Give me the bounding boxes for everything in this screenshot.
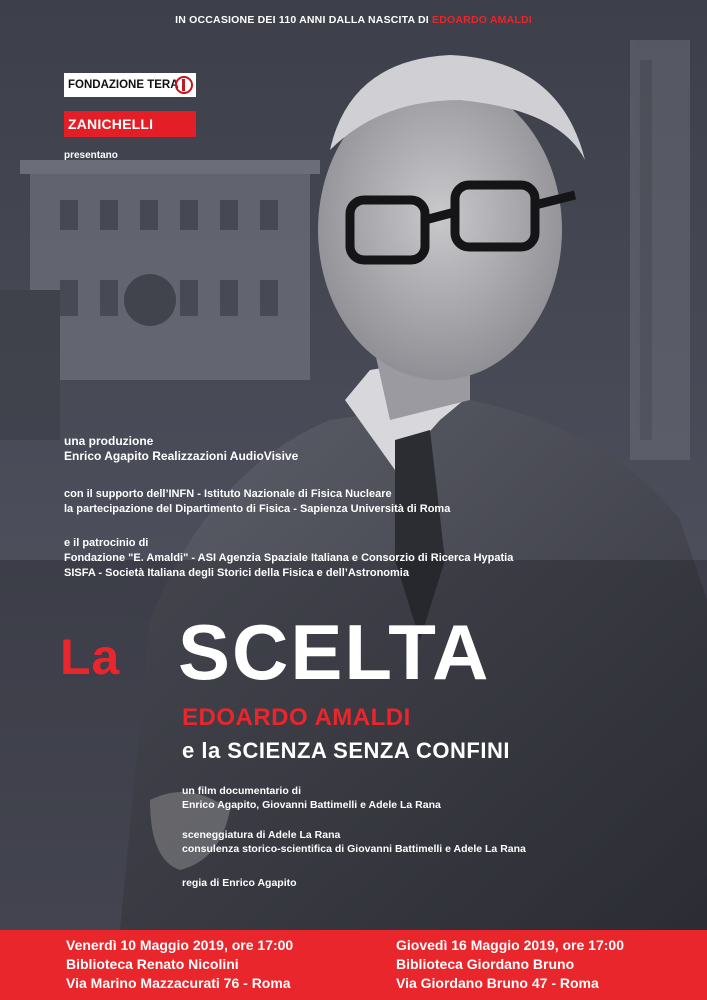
occasion-name: EDOARDO AMALDI [432, 14, 532, 26]
film-writing-credits [182, 828, 526, 856]
presentano-text: presentano [64, 150, 118, 161]
patronage-credits [64, 536, 513, 581]
production-company: Enrico Agapito Realizzazioni AudioVisive [64, 449, 299, 463]
film-title [60, 608, 700, 696]
zanichelli-logo-text: ZANICHELLI [68, 116, 154, 132]
occasion-line [0, 14, 707, 26]
direction-credit: regia di Enrico Agapito [182, 877, 297, 889]
events-footer [0, 930, 707, 1000]
doc-authors: Enrico Agapito, Giovanni Battimelli e Adele La Rana [182, 799, 441, 811]
event-2 [396, 936, 624, 993]
consultancy-credit: consulenza storico-scientifica di Giovanni Battimelli e Adele La Rana [182, 843, 526, 855]
subtitle-edoardo-amaldi: EDOARDO AMALDI [182, 704, 411, 731]
title-la: La [60, 629, 121, 685]
occasion-prefix: IN OCCASIONE DEI 110 ANNI DALLA NASCITA DI [175, 14, 429, 26]
fondazione-tera-logo [64, 73, 196, 97]
event-1-address: Via Marino Mazzacurati 76 - Roma [66, 975, 291, 991]
event-1 [66, 936, 293, 993]
patronage-line-3: SISFA - Società Italiana degli Storici della Fisica e dell’Astronomia [64, 567, 409, 579]
support-credits [64, 487, 450, 517]
production-credits [64, 434, 298, 464]
event-2-date: Giovedì 16 Maggio 2019, ore 17:00 [396, 937, 624, 953]
tera-logo-text: FONDAZIONE TERA [68, 79, 179, 91]
tera-mark-icon [175, 76, 193, 94]
support-line-2: la partecipazione del Dipartimento di Fisica - Sapienza Università di Roma [64, 503, 451, 515]
event-2-address: Via Giordano Bruno 47 - Roma [396, 975, 599, 991]
doc-label: un film documentario di [182, 785, 302, 797]
zanichelli-logo [64, 111, 196, 137]
title-scelta: SCELTA [178, 608, 491, 696]
event-2-venue: Biblioteca Giordano Bruno [396, 956, 575, 972]
event-1-date: Venerdì 10 Maggio 2019, ore 17:00 [66, 937, 294, 953]
production-label: una produzione [64, 434, 154, 448]
patronage-line-1: e il patrocinio di [64, 537, 149, 549]
event-1-venue: Biblioteca Renato Nicolini [66, 956, 239, 972]
patronage-line-2: Fondazione "E. Amaldi" - ASI Agenzia Spaziale Italiana e Consorzio di Ricerca Hypatia [64, 552, 514, 564]
subtitle-scienza: e la SCIENZA SENZA CONFINI [182, 738, 510, 763]
film-documentary-credits [182, 784, 441, 812]
support-line-1: con il supporto dell’INFN - Istituto Nazionale di Fisica Nucleare [64, 488, 392, 500]
screenplay-credit: sceneggiatura di Adele La Rana [182, 829, 341, 841]
